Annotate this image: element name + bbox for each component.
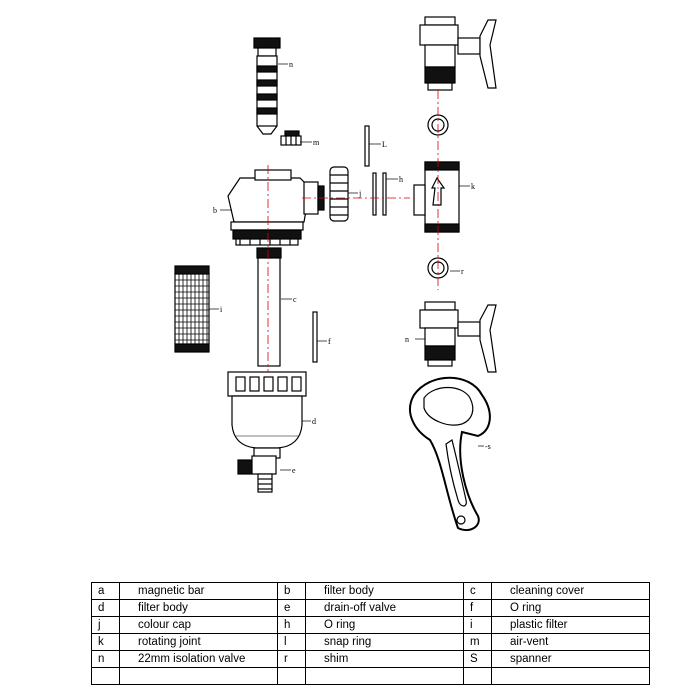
legend-part-name: rotating joint: [120, 634, 278, 651]
callout-f: f: [328, 337, 331, 346]
legend-row: [92, 600, 650, 617]
legend-part-name: filter body: [120, 600, 278, 617]
legend-row: [92, 583, 650, 600]
callout-l: L: [382, 140, 387, 149]
legend-code: k: [92, 634, 120, 651]
callout-h: h: [399, 175, 403, 184]
legend-row: [92, 651, 650, 668]
callout-r: r: [461, 267, 464, 276]
legend-row: [92, 634, 650, 651]
callout-i: i: [220, 305, 223, 314]
legend-code: e: [278, 600, 306, 617]
legend-code: h: [278, 617, 306, 634]
legend-code: b: [278, 583, 306, 600]
legend-part-name: O ring: [306, 617, 464, 634]
legend-part-name: plastic filter: [492, 617, 650, 634]
filter-body-head: [228, 167, 348, 245]
filter-body-bowl: [228, 372, 306, 458]
legend-part-name: cleaning cover: [492, 583, 650, 600]
legend-part-name: filter body: [306, 583, 464, 600]
o-ring-f: [313, 312, 317, 362]
magnetic-bar: [254, 38, 280, 134]
callout-s: -s: [485, 442, 491, 451]
legend-code: n: [92, 651, 120, 668]
legend-code: [278, 668, 306, 685]
legend-row: [92, 668, 650, 685]
callout-j: j: [359, 189, 362, 198]
legend-part-name: [120, 668, 278, 685]
legend-row: [92, 617, 650, 634]
legend-code: f: [464, 600, 492, 617]
spanner: [410, 378, 490, 530]
legend-part-name: [492, 668, 650, 685]
legend-code: a: [92, 583, 120, 600]
legend-code: S: [464, 651, 492, 668]
callout-k: k: [471, 182, 475, 191]
legend-code: d: [92, 600, 120, 617]
legend-part-name: drain-off valve: [306, 600, 464, 617]
legend-code: j: [92, 617, 120, 634]
legend-part-name: magnetic bar: [120, 583, 278, 600]
legend-code: l: [278, 634, 306, 651]
cleaning-cover: [257, 248, 281, 366]
snap-ring: [365, 126, 369, 166]
callout-n-top: n: [289, 60, 293, 69]
callout-b: b: [213, 206, 217, 215]
legend-part-name: 22mm isolation valve: [120, 651, 278, 668]
air-vent: [281, 131, 301, 145]
parts-legend-table: [91, 582, 650, 685]
legend-part-name: spanner: [492, 651, 650, 668]
legend-part-name: shim: [306, 651, 464, 668]
legend-part-name: O ring: [492, 600, 650, 617]
o-ring-h: [373, 173, 386, 215]
rotating-joint: [414, 162, 459, 232]
plastic-filter: [175, 266, 209, 352]
legend-part-name: colour cap: [120, 617, 278, 634]
callout-c: c: [293, 295, 297, 304]
callout-e: e: [292, 466, 296, 475]
legend-part-name: [306, 668, 464, 685]
callout-d: d: [312, 417, 316, 426]
legend-part-name: snap ring: [306, 634, 464, 651]
legend-code: [464, 668, 492, 685]
callout-m: m: [313, 138, 320, 147]
legend-code: i: [464, 617, 492, 634]
callout-n-bottom: n: [405, 335, 409, 344]
legend-code: [92, 668, 120, 685]
isolation-valve-top: [420, 17, 496, 90]
legend-code: r: [278, 651, 306, 668]
legend-part-name: air-vent: [492, 634, 650, 651]
legend-code: m: [464, 634, 492, 651]
legend-code: c: [464, 583, 492, 600]
drain-off-valve: [238, 456, 276, 492]
isolation-valve-bottom: [420, 302, 496, 372]
